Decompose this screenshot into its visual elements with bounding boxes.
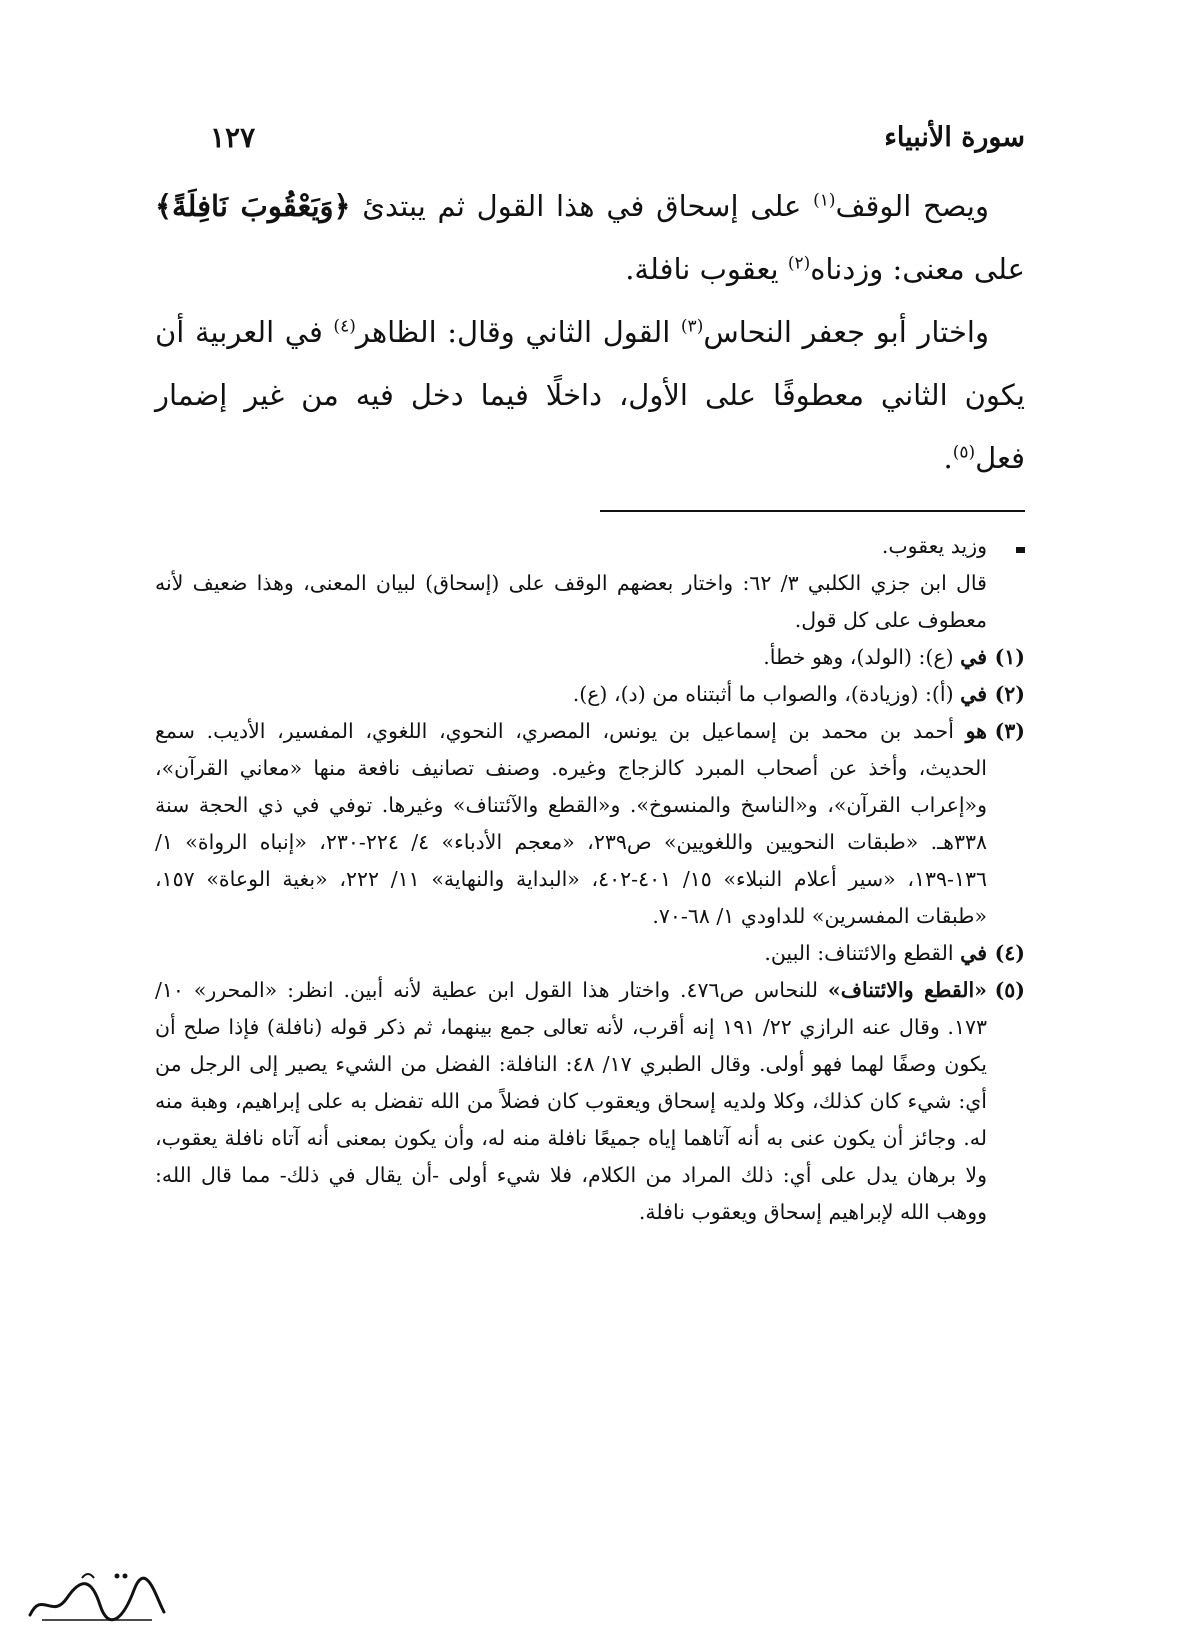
footnote-lead: هو [965,719,987,743]
p1-text-b: على إسحاق في هذا القول ثم يبتدئ [350,189,814,223]
footnote-marker-3: (٣) [680,316,704,337]
footnote-lead: في [960,682,987,706]
footnote-marker-2: (٢) [787,253,811,274]
footnote-text: أحمد بن محمد بن إسماعيل بن يونس، المصري، النحوي، اللغوي، المفسير، الأديب. سمع الحديث، وأخذ عن أصحاب المبرد كالزجاج وغيره. وصنف تصانيف نافعة منها «معاني القرآن»، و«إعراب القرآن»، و«الناسخ والمنسوخ». و«القطع والآئتناف» وغيرها. توفي في ذي الحجة سنة ٣٣٨هـ. «طبقات النحويين واللغويين» ص٢٣٩، «معجم الأدباء» ٤/ ٢٢٤-٢٣٠، «إنباه الرواة» ١/ ١٣٦-١٣٩، «سير أعلام النبلاء» ١٥/ ٤٠١-٤٠٢، «البداية والنهاية» ١١/ ٢٢٢، «بغية الوعاة» ١٥٧، «طبقات المفسرين» للداودي ١/ ٦٨-٧٠. [155,719,987,928]
publisher-logo-icon [22,1560,172,1630]
sura-name: سورة الأنبياء [884,121,1025,153]
footnote-marker-4: (٤) [333,316,356,337]
footnote-3 [155,713,1025,935]
p2-text-a: واختار أبو جعفر النحاس [703,315,989,349]
main-paragraph-2 [155,301,1025,490]
footnote-marker-5: (٥) [952,442,976,463]
footnote-4 [155,935,1025,972]
main-paragraph-1 [155,175,1025,301]
footnote-separator [600,510,1025,512]
p2-text-c: في العربية أن يكون الثاني معطوفًا على الأول، داخلًا فيما دخل فيه من غير إضمار فعل [155,315,1025,475]
p2-text-b: القول الثاني وقال: الظاهر [355,315,681,349]
footnote-text: للنحاس ص٤٧٦. واختار هذا القول ابن عطية لأنه أبين. انظر: «المحرر» ١٠/ ١٧٣. وقال عنه الرازي ٢٢/ ١٩١ إنه أقرب، لأنه تعالى جمع بينهما، ثم ذكر قوله (نافلة) فإذا صلح أن يكون وصفًا لهما فهو أولى. وقال الطبري ١٧/ ٤٨: النافلة: الفضل من الشيء يصير إلى الرجل من أي: شيء كان كذلك، وكلا ولديه إسحاق ويعقوب كان فضلاً من الله تفضل به على إبراهيم، وهبة منه له. وجائز أن يكون عنى به أنه آتاهما إياه جميعًا نافلة منه له، وأن يكون بمعنى أنه آتاه نافلة يعقوب، ولا برهان يدل على أي: ذلك المراد من الكلام، فلا شيء أولى -أن يقال في ذلك- مما قال الله: ووهب الله لإبراهيم إسحاق ويعقوب نافلة. [155,978,987,1224]
footnote-number: (١) [994,645,1025,669]
footnote-lead: في [960,941,987,965]
footnote-marker-1: (١) [813,190,836,211]
continuation-marker [987,528,1025,565]
footnote-5 [155,972,1025,1231]
footnote-number: (٢) [994,682,1025,706]
p2-text-d: . [943,441,953,475]
footnote-number: (٤) [994,941,1025,965]
main-text [155,175,1025,490]
page-number: ١٢٧ [210,120,256,154]
footnote-lead: في [960,645,987,669]
footnote-2 [155,676,1025,713]
footnote-text: القطع والائتناف: البين. [764,941,961,965]
footnote-1 [155,639,1025,676]
continuation-line-1: وزيد يعقوب. [881,534,987,558]
p1-text-c: على معنى: وزدناه [810,252,1025,286]
footnote-text: (أ): (وزيادة)، والصواب ما أثبتناه من (د)، (ع). [572,682,961,706]
footnote-number: (٣) [994,719,1025,743]
footnote-text: (ع): (الولد)، وهو خطأ. [763,645,961,669]
continuation-line-2: قال ابن جزي الكلبي ٣/ ٦٢: واختار بعضهم الوقف على (إسحاق) لبيان المعنى، وهذا ضعيف لأنه معطوف على كل قول. [155,571,987,632]
page-header [150,112,1025,162]
bullet-icon [1016,547,1025,553]
footnote-number: (٥) [994,978,1025,1002]
footnote-continuation [155,528,1025,639]
p1-text-a: ويصح الوقف [835,189,989,223]
footnotes [155,528,1025,1231]
p1-text-d: يعقوب نافلة. [625,252,788,286]
continuation-text [155,528,987,639]
footnote-lead: «القطع والائتناف» [827,978,987,1002]
quran-quote: ﴿وَيَعْقُوبَ نَافِلَةً﴾ [155,189,351,223]
